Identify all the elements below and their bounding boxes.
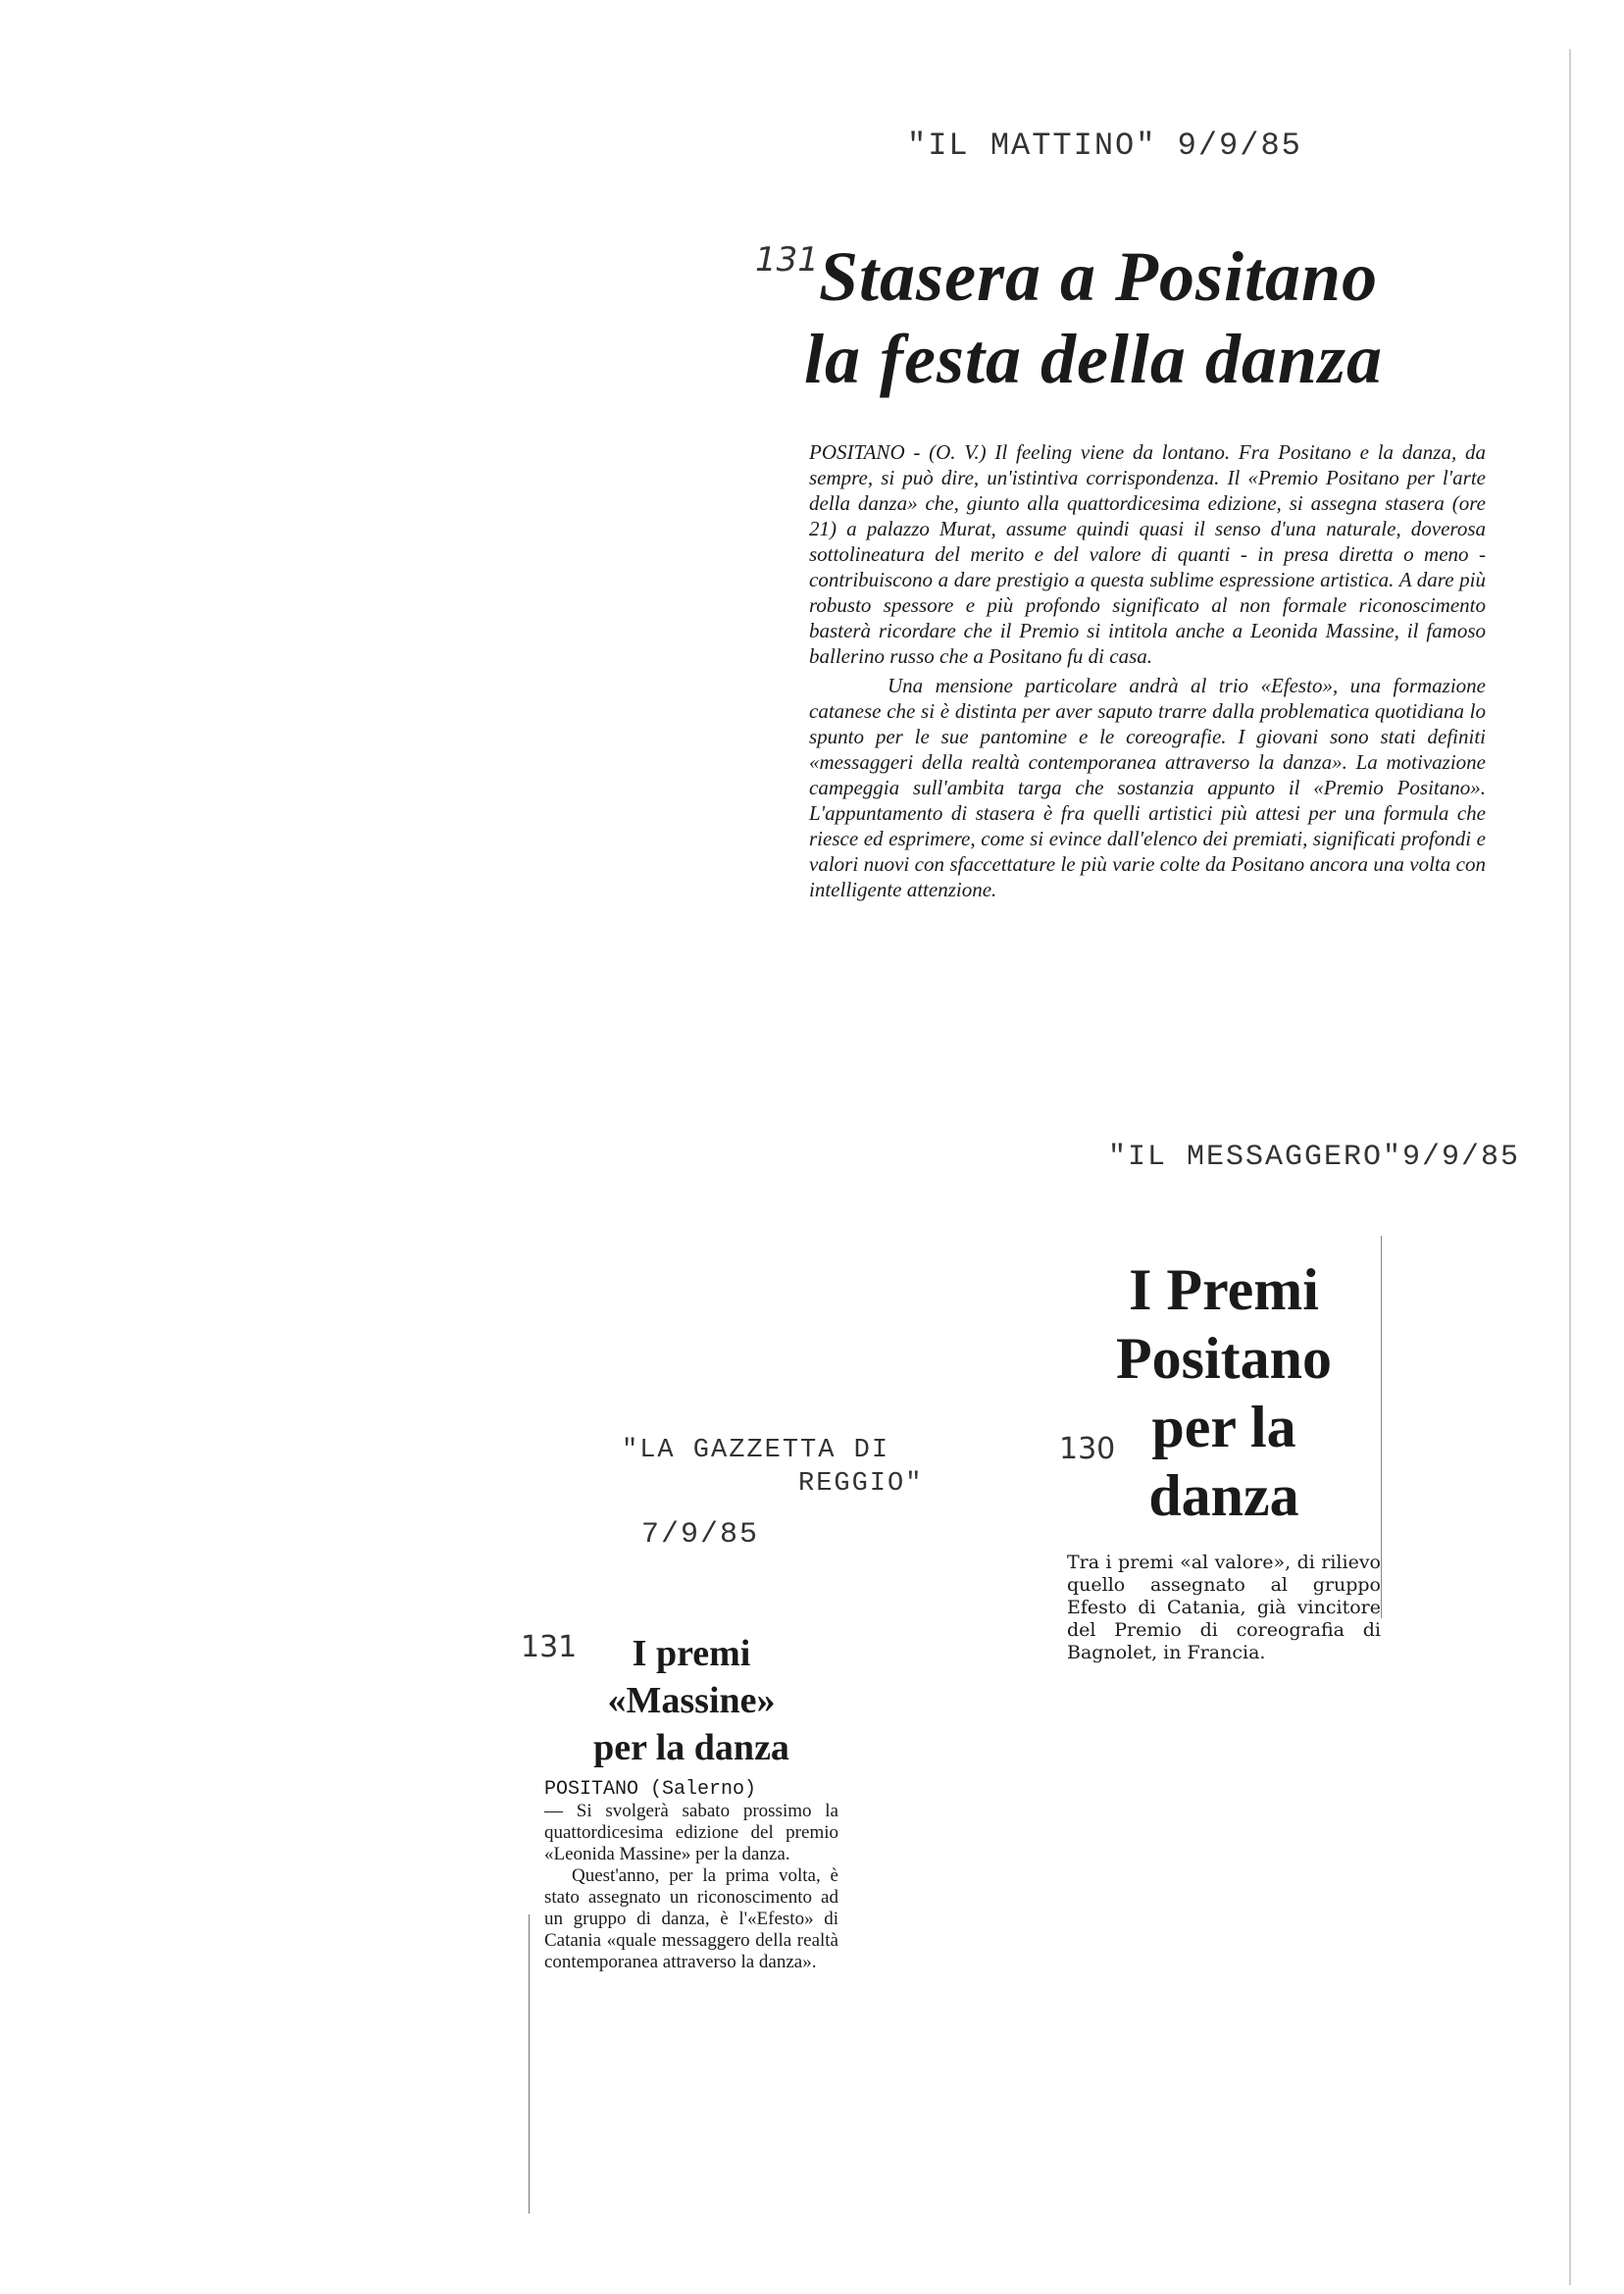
clipping-messaggero: [1057, 1255, 1391, 1664]
headline-line-1: I Premi: [1129, 1257, 1319, 1322]
headline-line-2: la festa della danza: [804, 320, 1383, 398]
source-date: 7/9/85: [641, 1518, 760, 1552]
dateline: POSITANO (Salerno): [544, 1778, 757, 1801]
source-line-2: REGGIO": [798, 1469, 924, 1499]
handwritten-number: 131: [521, 1630, 578, 1664]
headline-line-1: Stasera a Positano: [819, 237, 1379, 316]
article-body: Tra i premi «al valore», di rilievo quello assegnato al gruppo Efesto di Catania, già vincitore del Premio di coreografia di Bagnolet, in Francia.: [1067, 1552, 1381, 1663]
page-edge: [1569, 49, 1571, 2285]
handwritten-number: 130: [1059, 1432, 1116, 1466]
headline-line-2: «Massine»: [607, 1680, 776, 1721]
headline-line-2: Positano: [1115, 1326, 1333, 1391]
source-line-1: "LA GAZZETTA DI: [622, 1436, 890, 1465]
paragraph-1: POSITANO - (O. V.) Il feeling viene da lontano. Fra Positano e la danza, da sempre, si può dire, un'istintiva corrispondenza. Il «Premio Positano per l'arte della danza» che, giunto alla quattordicesima edizione, si assegna stasera (ore 21) a palazzo Murat, assume quindi quasi il senso d'una naturale, doverosa sottolineatura del merito e del valore di quanti - in presa diretta o meno - contribuiscono a dare prestigio a questa sublime espressione artistica. A dare più robusto spessore e più profondo significato al non formale riconoscimento basterà ricordare che il Premio si intitola anche a Leonida Massine, il famoso ballerino russo che a Positano fu di casa.: [809, 440, 1486, 668]
source-gazzetta: [622, 1434, 923, 1552]
paragraph-1: — Si svolgerà sabato prossimo la quattordicesima edizione del premio «Leonida Massine» per la danza.: [544, 1801, 838, 1864]
paragraph-2: Quest'anno, per la prima volta, è stato assegnato un riconoscimento ad un gruppo di danza, è l'«Efesto» di Catania «quale messaggero della realtà contemporanea attraverso la danza».: [544, 1865, 838, 1972]
headline: [1077, 1255, 1371, 1530]
headline-line-1: I premi: [632, 1633, 751, 1674]
column-rule: [529, 1914, 530, 2214]
source-mattino: "IL MATTINO" 9/9/85: [907, 127, 1302, 164]
clipping-gazzetta: [521, 1630, 848, 1973]
paragraph-2: Una mensione particolare andrà al trio «Efesto», una formazione catanese che si è distinta per aver saputo trarre dalla problematica quotidiana lo spunto per le sue pantomine e le coreografie. I giovani sono stati definiti «messaggeri della realtà contemporanea attraverso la danza». La motivazione campeggia sull'ambita targa che sostanzia appunto il «Premio Positano». L'appuntamento di stasera è fra quelli artistici più attesi per una formula che riesce ed esprimere, come si evince dall'elenco dei premiati, significati profondi e valori nuovi con sfaccettature le più varie colte da Positano ancora una volta con intelligente attenzione.: [809, 674, 1486, 901]
source-messaggero: "IL MESSAGGERO"9/9/85: [1108, 1141, 1521, 1174]
headline-line-3: per la: [1151, 1395, 1296, 1459]
article-body: [544, 1779, 838, 1973]
column-rule: [1381, 1236, 1382, 1618]
headline-line-3: per la danza: [593, 1727, 789, 1768]
clipping-mattino: [755, 235, 1486, 906]
handwritten-number: 131: [755, 240, 819, 280]
article-body: [809, 439, 1486, 902]
headline-line-4: danza: [1148, 1463, 1299, 1528]
